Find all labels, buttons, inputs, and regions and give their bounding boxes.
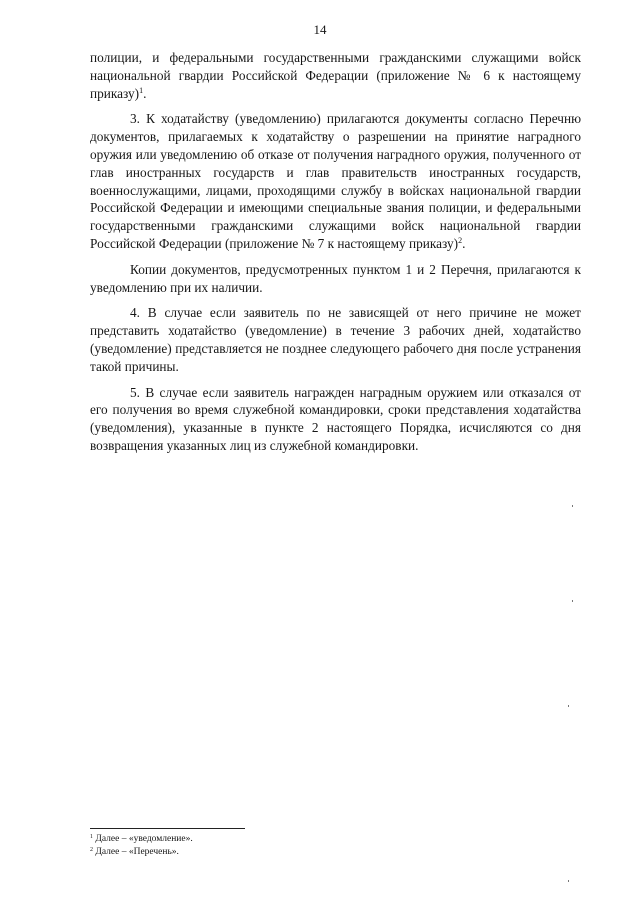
document-body bbox=[90, 49, 581, 463]
footnotes bbox=[90, 833, 390, 859]
paragraph-copies: Копии документов, предусмотренных пунктом 1 и 2 Перечня, прилагаются к уведомлению при их наличии. bbox=[90, 261, 581, 295]
paragraph-continuation: полиции, и федеральными государственными гражданскими служащими войск национальной гвардии Российской Федерации (приложение № 6 к настоящему приказу)$^1$. bbox=[90, 50, 581, 101]
scan-speck bbox=[568, 705, 569, 707]
paragraph-item-5: 5. В случае если заявитель награжден наградным оружием или отказался от его получения во время служебной командировки, сроки представления ходатайства (уведомления), указанные в пункте 2 настоящего Порядка, исчисляются со дня возвращения указанных лиц из служебной командировки. bbox=[90, 384, 581, 453]
footnote-1: $^1$ Далее – «уведомление». bbox=[90, 834, 193, 844]
scan-speck bbox=[572, 600, 573, 602]
scan-speck bbox=[572, 505, 573, 507]
paragraph-item-4: 4. В случае если заявитель по не зависящей от него причине не может представить ходатайство (уведомление) в течение 3 рабочих дней, ходатайство (уведомление) представляется не позднее следующего рабочего дня после устранения такой причины. bbox=[90, 305, 581, 374]
footnote-ref-2: 2 bbox=[458, 235, 463, 245]
footnote-2: $^2$ Далее – «Перечень». bbox=[90, 847, 179, 857]
page-number: 14 bbox=[313, 22, 327, 37]
footnote-ref-1: 1 bbox=[139, 85, 144, 95]
scan-speck bbox=[568, 880, 569, 882]
paragraph-item-3: 3. К ходатайству (уведомлению) прилагаются документы согласно Перечню документов, прилагаемых к ходатайству о разрешении на принятие наградного оружия или уведомлению об отказе от получения наградного оружия, полученного от глав иностранных государств и глав правительств иностранных государств, военнослужащими, лицами, проходящими службу в войсках национальной гвардии Российской Федерации и имеющими специальные звания полиции, и федеральными государственными гражданскими служащими войск национальной гвардии Российской Федерации (приложение № 7 к настоящему приказу)$^2$. bbox=[90, 111, 581, 251]
footnote-separator bbox=[90, 828, 245, 829]
